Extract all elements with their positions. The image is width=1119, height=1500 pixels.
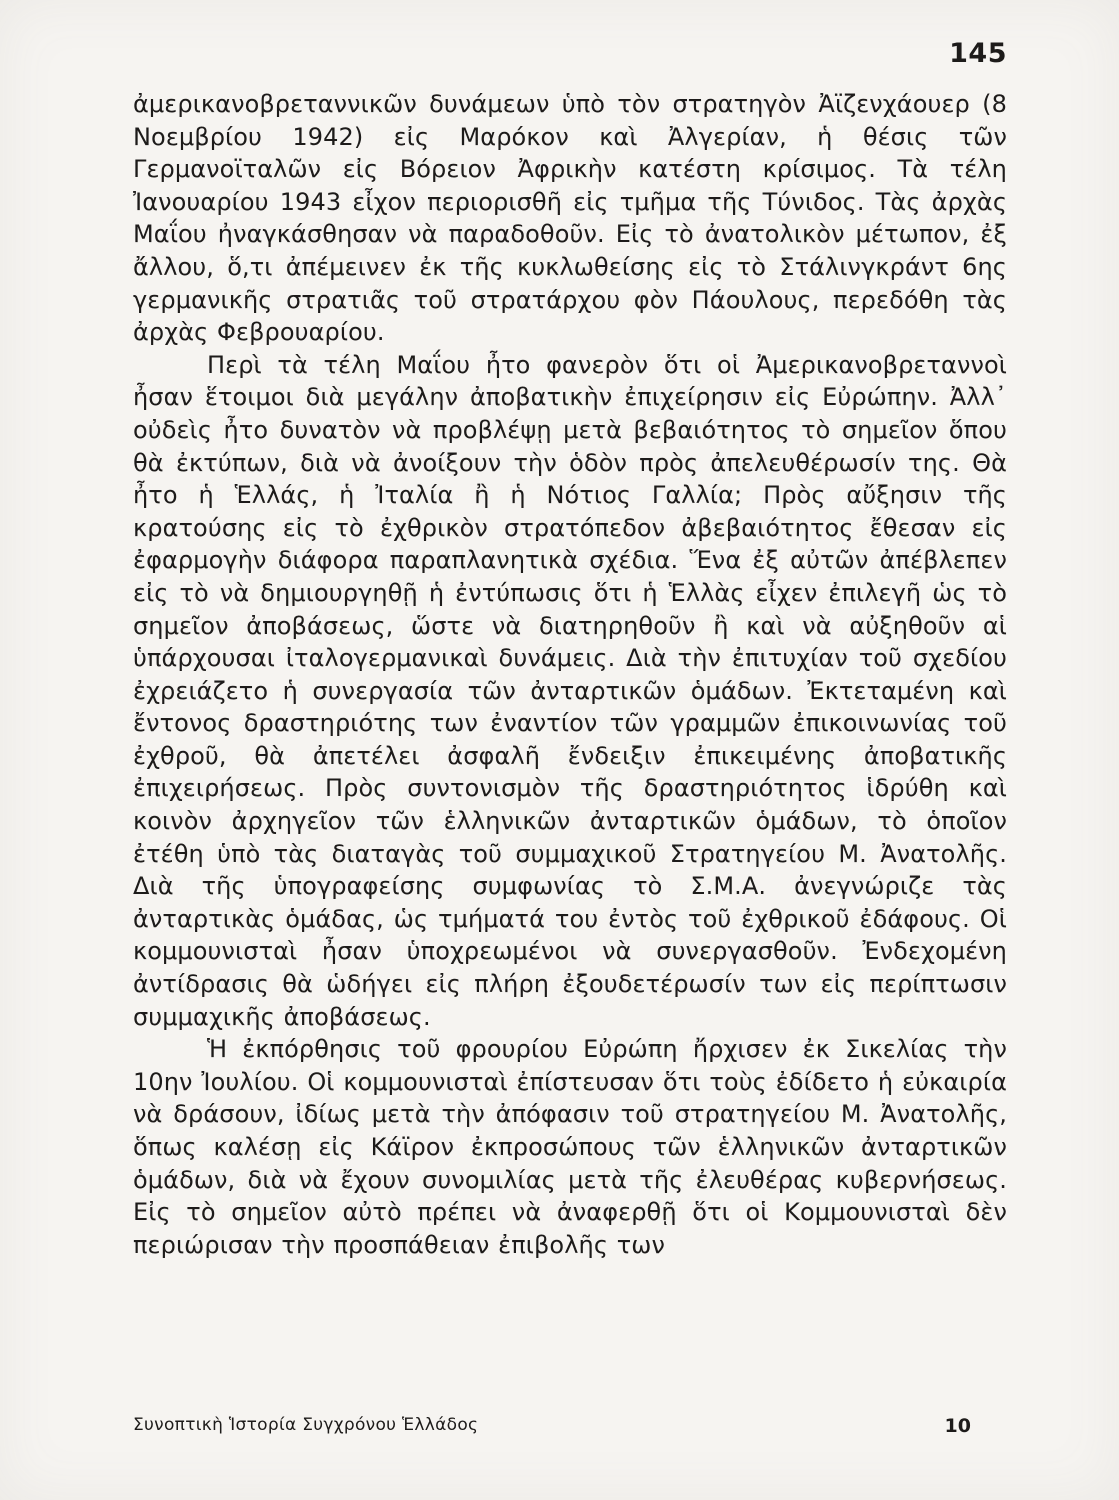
- body-text: [133, 88, 1007, 1261]
- page-number: 145: [949, 38, 1007, 69]
- footer-book-title: Συνοπτικὴ Ἱστορία Συγχρόνου Ἑλλάδος: [133, 1415, 479, 1435]
- paragraph-3: Ἡ ἐκπόρθησις τοῦ φρουρίου Εὐρώπη ἤρχισεν ἐκ Σικελίας τὴν 10ην Ἰουλίου. Οἱ κομμουνισταὶ ἐπίστευσαν ὅτι τοὺς ἐδίδετο ἡ εὐκαιρία νὰ δράσουν, ἰδίως μετὰ τὴν ἀπόφασιν τοῦ στρατηγείου Μ. Ἀνατολῆς, ὅπως καλέσῃ εἰς Κάϊρον ἐκπροσώπους τῶν ἑλληνικῶν ἀνταρτικῶν ὁμάδων, διὰ νὰ ἔχουν συνομιλίας μετὰ τῆς ἐλευθέρας κυβερνήσεως. Εἰς τὸ σημεῖον αὐτὸ πρέπει νὰ ἀναφερθῇ ὅτι οἱ Κομμουνισταὶ δὲν περιώρισαν τὴν προσπάθειαν ἐπιβολῆς των: [133, 1035, 1007, 1259]
- paragraph-1: ἀμερικανοβρεταννικῶν δυνάμεων ὑπὸ τὸν στρατηγὸν Ἀϊζενχάουερ (8 Νοεμβρίου 1942) εἰς Μαρόκον καὶ Ἀλγερίαν, ἡ θέσις τῶν Γερμανοϊταλῶν εἰς Βόρειον Ἀφρικὴν κατέστη κρίσιμος. Τὰ τέλη Ἰανουαρίου 1943 εἶχον περιορισθῆ εἰς τμῆμα τῆς Τύνιδος. Τὰς ἀρχὰς Μαΐου ἠναγκάσθησαν νὰ παραδοθοῦν. Εἰς τὸ ἀνατολικὸν μέτωπον, ἐξ ἄλλου, ὅ,τι ἀπέμεινεν ἐκ τῆς κυκλωθείσης εἰς τὸ Στάλινγκράντ 6ης γερμανικῆς στρατιᾶς τοῦ στρατάρχου φὸν Πάουλους, περεδόθη τὰς ἀρχὰς Φεβρουαρίου.: [133, 90, 1007, 347]
- footer-signature-number: 10: [944, 1415, 971, 1437]
- paragraph-2: Περὶ τὰ τέλη Μαΐου ἦτο φανερὸν ὅτι οἱ Ἀμερικανοβρεταννοὶ ἦσαν ἕτοιμοι διὰ μεγάλην ἀποβατικὴν ἐπιχείρησιν εἰς Εὐρώπην. Ἀλλ᾿ οὐδεὶς ἦτο δυνατὸν νὰ προβλέψῃ μετὰ βεβαιότητος τὸ σημεῖον ὅπου θὰ ἐκτύπων, διὰ νὰ ἀνοίξουν τὴν ὁδὸν πρὸς ἀπελευθέρωσίν της. Θὰ ἦτο ἡ Ἑλλάς, ἡ Ἰταλία ἢ ἡ Νότιος Γαλλία; Πρὸς αὔξησιν τῆς κρατούσης εἰς τὸ ἐχθρικὸν στρατόπεδον ἀβεβαιότητος ἔθεσαν εἰς ἐφαρμογὴν διάφορα παραπλανητικὰ σχέδια. Ἕνα ἐξ αὐτῶν ἀπέβλεπεν εἰς τὸ νὰ δημιουργηθῇ ἡ ἐντύπωσις ὅτι ἡ Ἑλλὰς εἶχεν ἐπιλεγῆ ὡς τὸ σημεῖον ἀποβάσεως, ὥστε νὰ διατηρηθοῦν ἢ καὶ νὰ αὐξηθοῦν αἱ ὑπάρχουσαι ἰταλογερμανικαὶ δυνάμεις. Διὰ τὴν ἐπιτυχίαν τοῦ σχεδίου ἐχρειάζετο ἡ συνεργασία τῶν ἀνταρτικῶν ὁμάδων. Ἐκτεταμένη καὶ ἔντονος δραστηριότης των ἐναντίον τῶν γραμμῶν ἐπικοινωνίας τοῦ ἐχθροῦ, θὰ ἀπετέλει ἀσφαλῆ ἔνδειξιν ἐπικειμένης ἀποβατικῆς ἐπιχειρήσεως. Πρὸς συντονισμὸν τῆς δραστηριότητος ἱδρύθη καὶ κοινὸν ἀρχηγεῖον τῶν ἑλληνικῶν ἀνταρτικῶν ὁμάδων, τὸ ὁποῖον ἐτέθη ὑπὸ τὰς διαταγὰς τοῦ συμμαχικοῦ Στρατηγείου Μ. Ἀνατολῆς. Διὰ τῆς ὑπογραφείσης συμφωνίας τὸ Σ.Μ.Α. ἀνεγνώριζε τὰς ἀνταρτικὰς ὁμάδας, ὡς τμήματά του ἐντὸς τοῦ ἐχθρικοῦ ἐδάφους. Οἱ κομμουνισταὶ ἦσαν ὑποχρεωμένοι νὰ συνεργασθοῦν. Ἐνδεχομένη ἀντίδρασις θὰ ὡδήγει εἰς πλήρη ἐξουδετέρωσίν των εἰς περίπτωσιν συμμαχικῆς ἀποβάσεως.: [133, 350, 1007, 1031]
